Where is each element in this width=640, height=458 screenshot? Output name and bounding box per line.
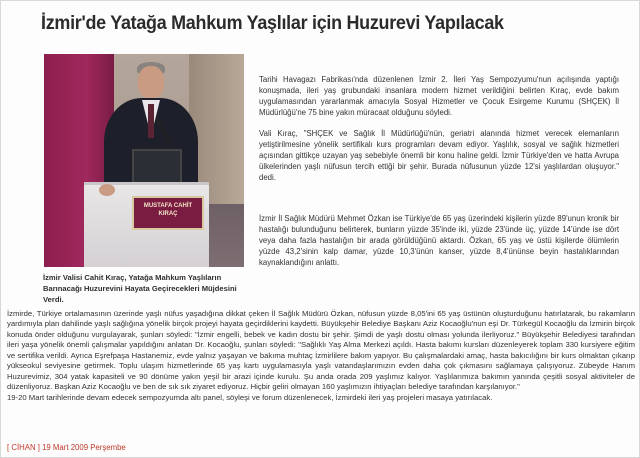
article-headline: İzmir'de Yatağa Mahkum Yaşlılar için Huzurevi Yapılacak [41, 12, 504, 34]
photo-caption: İzmir Valisi Cahit Kıraç, Yatağa Mahkum Yaşlıların Barınacağı Huzurevini Hayata Geçirecekleri Müjdesini Verdi. [43, 273, 237, 304]
speaker-tie [148, 104, 154, 138]
speaker-hand [99, 184, 115, 196]
speaker-head [138, 66, 164, 98]
name-plaque-text [134, 202, 202, 218]
right-column-paragraph-3 [259, 213, 619, 268]
name-plaque [132, 196, 204, 230]
paragraph: 19-20 Mart tarihlerinde devam edecek sempozyumda altı panel, söyleşi ve forum düzenlenecek, İzmirdeki ileri yaş projeleri masaya yatırılacak. [7, 392, 493, 402]
plaque-line-2: KIRAÇ [158, 211, 178, 217]
paragraph: Tarihi Havagazı Fabrikası'nda düzenlenen İzmir 2. İleri Yaş Sempozyumu'nun açılışında yaptığı konuşmada, ileri yaş grubundaki insanlara modern hizmet verildiğini belirten Kıraç, evde bakım uygulamasından yararlanmak amacıyla Sosyal Hizmetler ve Çocuk Esirgeme Kurumu (SHÇEK) İl Müdürlüğü'ne 75 bine yakın müracaat olduğunu söyledi. [259, 75, 619, 118]
paragraph: Vali Kıraç, "SHÇEK ve Sağlık İl Müdürlüğü'nün, geriatri alanında hizmet verecek elemanların yetiştirilmesine yönelik sertifikalı kurs programları devam ediyor. Yaşlılık, sosyal ve sağlık hizmetleri açısından gittikçe uzayan yaş sebebiyle önemli bir konu haline geldi. İzmir Türkiye'den ve hatta Avrupa ülkelerinden yaşlı nüfusun tercih ettiği bir şehir. Burada nüfusunun yüzde 12'si yaşlılardan oluşuyor." dedi. [259, 129, 619, 183]
paragraph: İzmirde, Türkiye ortalamasının üzerinde yaşlı nüfus yaşadığına dikkat çeken İl Sağlık Müdürü Özkan, nüfusun yüzde 8,05'ini 65 yaş üstünün oluşturduğunu hatırlatarak, bu rakamların yardımıyla plan dahilinde yaşlı sağlığına yönelik birçok projeyi hayata geçirdiklerini kaydetti. Büyükşehir Belediye Başkanı Aziz Kocaoğlu'nun eşi Dr. Türkegül Kocaoğlu da İzmirin birçok konuda önder olduğunu vurgulayarak, şunları söyledi: "İzmir engelli, bebek ve kadın dostu bir şehir. Şimdi de yaşlı dostu olması yolunda ilerliyoruz." Büyükşehir Belediyesi tarafından ileri yaşa yönelik önemli çalışmalar yapıldığını anlatan Dr. Kocaoğlu, şunları söyledi: "Sağlıklı Yaş Alma Merkezi açıldı. Hasta bakımı kursları düzenleyerek toplam 330 kursiyere eğitim ve sertifika verildi. Ayrıca Eşrefpaşa Hastanemiz, evde yalnız yaşayan ve bakıma muhtaç İzmirlilere bakım yapıyor. Bu çalışmalardaki amaç, hasta bakıcılığını bir kurs olmaktan çıkarıp yükseokul seviyesine getirmek. Toplu ulaşım hizmetlerinde 65 yaş kartı uygulamasıyla yaşlı vatandaşlarımızın evden daha çok çıkmasını sağlamaya çalışıyoruz. Zübeyde Hanım Huzurevimiz, 304 yatak kapasiteli ve 90 dönüme yakın yeşil bir arazi içinde kurulu. Şu anda orada 209 yaşlımız kalıyor. Yaşlılarımıza bakımın yanında çeşitli sosyal aktiviteler de düzenliyoruz. Başkan Aziz Kocaoğlu ve ben de sık sık ziyaret ediyoruz. Hiçbir geliri olmayan 160 yaşlımızın ihtiyaçları belediye tarafından karşılanıyor." [7, 309, 635, 392]
paragraph: İzmir İl Sağlık Müdürü Mehmet Özkan ise Türkiye'de 65 yaş üzerindeki kişilerin yüzde 89'unun kronik bir hastalığı bulunduğunu belirterek, bunların yüzde 35'inde iki, yüzde 23'ünde üç, yüzde 14'ünde ise dört veya daha fazla hastalığın bir arada görüldüğünü aktardı. Özkan, 65 yaş ve üstü kişilerde ölümlerin yüzde 43,2'sinin kalp damar, yüzde 10,3'ünün kanser, yüzde 8,4'ününse beyin hastalıklarından kaynaklandığını anlattı. [259, 214, 619, 268]
right-column-paragraph-1 [259, 74, 619, 118]
right-column-paragraph-2 [259, 128, 619, 183]
full-width-body [7, 309, 635, 403]
plaque-line-1: MUSTAFA CAHİT [143, 203, 193, 209]
source-line: [ CİHAN ] 19 Mart 2009 Perşembe [7, 443, 126, 452]
article-photo [44, 54, 244, 267]
